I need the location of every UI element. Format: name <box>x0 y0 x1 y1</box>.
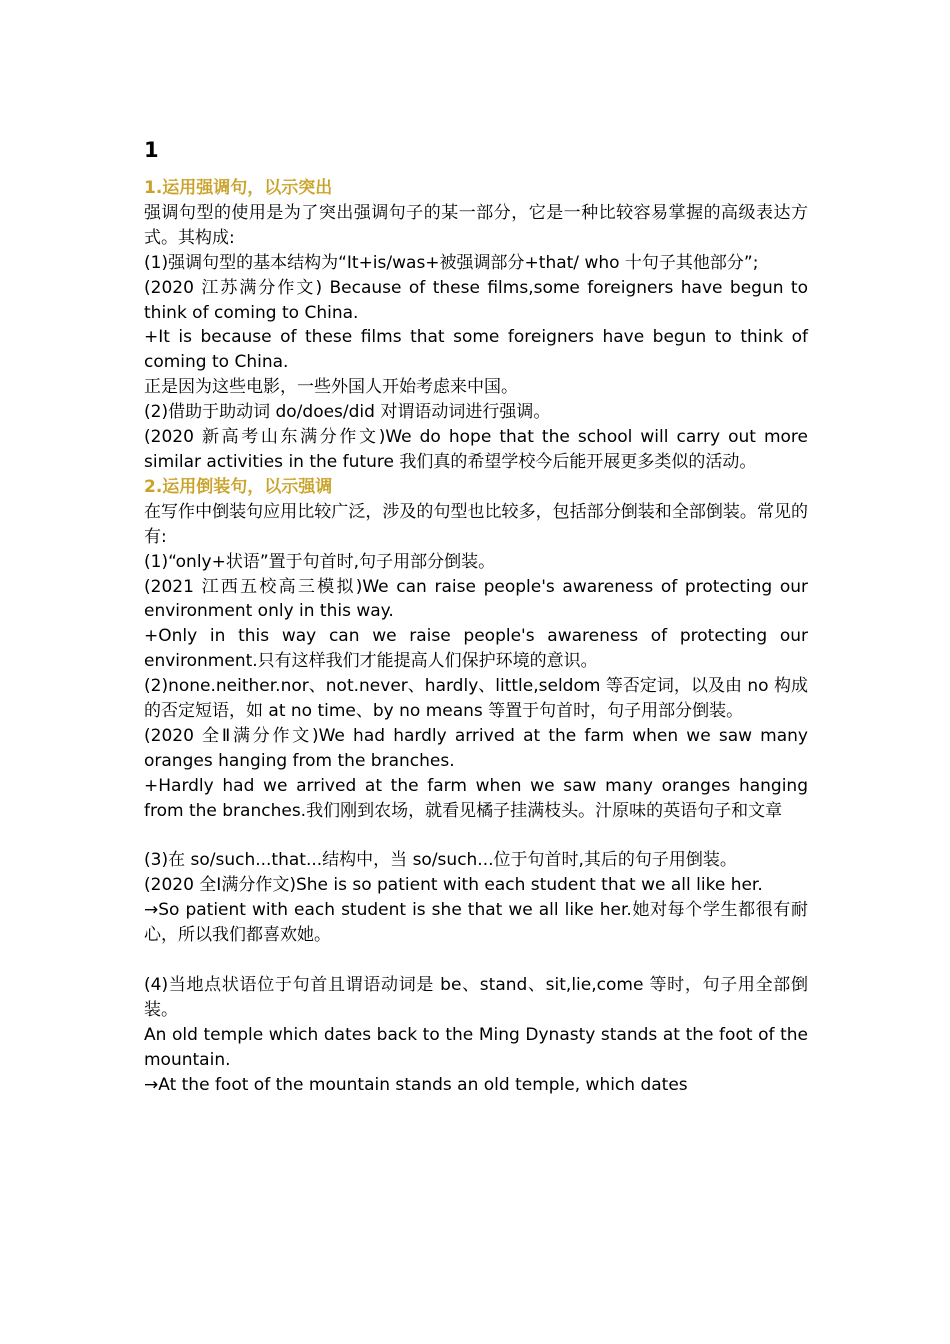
document-body <box>144 176 808 1098</box>
paragraph: 在写作中倒装句应用比较广泛，涉及的句型也比较多，包括部分倒装和全部倒装。常见的有: <box>144 501 808 547</box>
paragraph: 正是因为这些电影，一些外国人开始考虑来中国。 <box>144 377 518 398</box>
paragraph: (2021 江西五校高三模拟)We can raise people's awareness of protecting our environment only in this way. <box>144 576 808 622</box>
section-heading: 2.运用倒装句，以示强调 <box>144 476 333 497</box>
paragraph: (3)在 so/such...that...结构中，当 so/such...位于句首时,其后的句子用倒装。 <box>144 850 737 871</box>
paragraph: (2)借助于助动词 do/does/did 对谓语动词进行强调。 <box>144 402 551 423</box>
section-heading: 1.运用强调句，以示突出 <box>144 178 333 198</box>
paragraph: 强调句型的使用是为了突出强调句子的某一部分，它是一种比较容易掌握的高级表达方式。其构成: <box>144 202 808 248</box>
paragraph: An old temple which dates back to the Ming Dynasty stands at the foot of the mountain. <box>144 1024 808 1070</box>
paragraph: (2)none.neither.nor、not.never、hardly、little,seldom 等否定词，以及由 no 构成的否定短语，如 at no time、by no means 等置于句首时，句子用部分倒装。 <box>144 676 808 722</box>
paragraph: (4)当地点状语位于句首且谓语动词是 be、stand、sit,lie,come 等时，句子用全部倒装。 <box>144 974 808 1020</box>
paragraph: →At the foot of the mountain stands an old temple, which dates <box>144 1074 688 1095</box>
paragraph: (1)“only+状语”置于句首时,句子用部分倒装。 <box>144 551 496 572</box>
paragraph: (1)强调句型的基本结构为“It+is/was+被强调部分+that/ who 十句子其他部分”; <box>144 252 759 273</box>
document-page <box>144 136 808 1098</box>
paragraph: +It is because of these films that some foreigners have begun to think of coming to China. <box>144 327 808 373</box>
paragraph: →So patient with each student is she that we all like her.她对每个学生都很有耐心，所以我们都喜欢她。 <box>144 900 808 946</box>
page-number: 1 <box>144 138 159 162</box>
paragraph: (2020 江苏满分作文) Because of these films,some foreigners have begun to think of coming to China. <box>144 277 808 323</box>
paragraph: +Hardly had we arrived at the farm when we saw many oranges hanging from the branches.我们刚到农场，就看见橘子挂满枝头。汁原味的英语句子和文章 <box>144 775 808 821</box>
paragraph: (2020 全Ⅱ满分作文)We had hardly arrived at the farm when we saw many oranges hanging from the branches. <box>144 725 808 771</box>
paragraph: (2020 新高考山东满分作文)We do hope that the school will carry out more similar activities in the future 我们真的希望学校今后能开展更多类似的活动。 <box>144 427 808 472</box>
blank-line <box>144 824 808 849</box>
paragraph: (2020 全Ⅰ满分作文)She is so patient with each student that we all like her. <box>144 875 763 896</box>
paragraph: +Only in this way can we raise people's awareness of protecting our environment.只有这样我们才能提高人们保护环境的意识。 <box>144 626 808 672</box>
blank-line <box>144 948 808 973</box>
